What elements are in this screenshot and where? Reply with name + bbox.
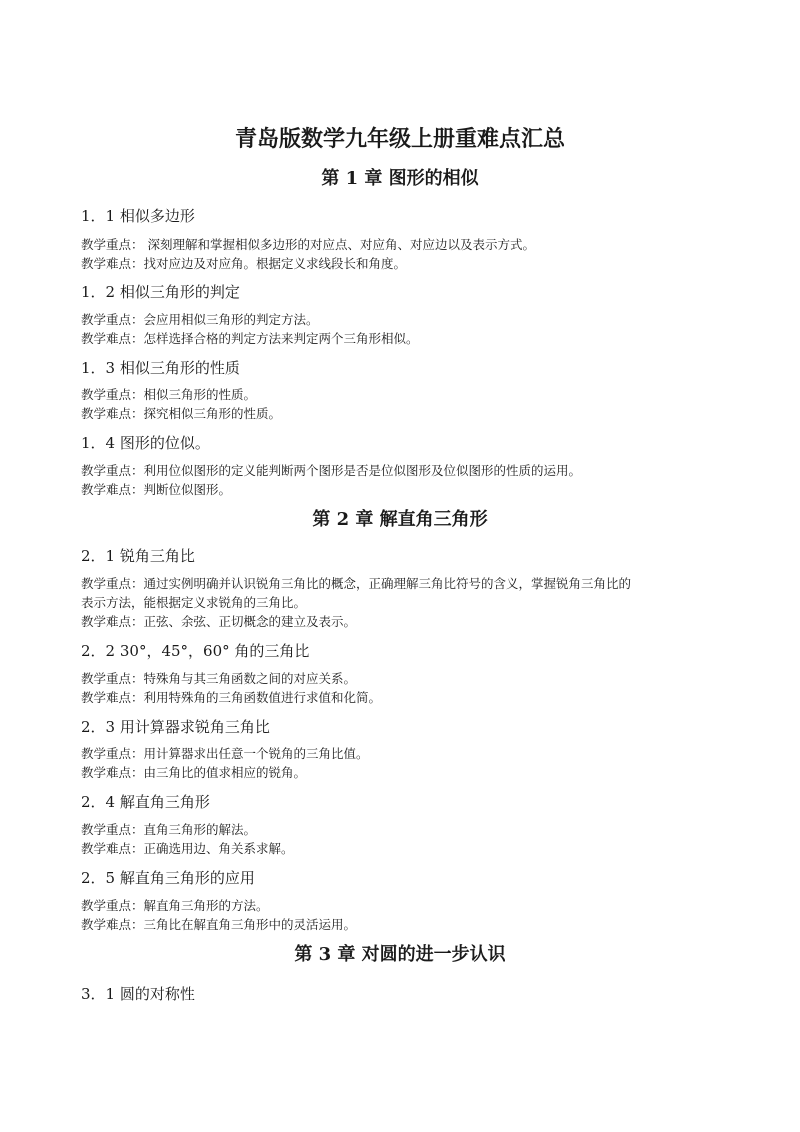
section-2-3-difficulty: 教学难点：由三角比的值求相应的锐角。 — [81, 765, 307, 780]
section-1-1-key-point: 教学重点： 深刻理解和掌握相似多边形的对应点、对应角、对应边以及表示方式。 — [81, 237, 535, 252]
section-3-1-heading: 3．1 圆的对称性 — [81, 985, 195, 1003]
chapter-2-heading: 第 2 章 解直角三角形 — [312, 509, 488, 530]
section-2-1-key-point: 教学重点：通过实例明确并认识锐角三角比的概念，正确理解三角比符号的含义，掌握锐角三角比的 — [81, 576, 632, 591]
section-2-2-key-point: 教学重点：特殊角与其三角函数之间的对应关系。 — [81, 671, 357, 686]
section-2-2-heading: 2．2 30°，45°，60° 角的三角比 — [81, 642, 310, 660]
section-2-4-heading: 2．4 解直角三角形 — [81, 793, 210, 811]
section-1-3-difficulty: 教学难点：探究相似三角形的性质。 — [81, 406, 282, 421]
section-2-5-key-point: 教学重点：解直角三角形的方法。 — [81, 898, 269, 913]
section-1-1-heading: 1．1 相似多边形 — [81, 207, 195, 225]
section-1-2-heading: 1．2 相似三角形的判定 — [81, 283, 240, 301]
section-2-1-key-point-cont: 表示方法，能根据定义求锐角的三角比。 — [81, 595, 307, 610]
chapter-3-heading: 第 3 章 对圆的进一步认识 — [294, 944, 506, 965]
section-2-2-difficulty: 教学难点：利用特殊角的三角函数值进行求值和化简。 — [81, 690, 382, 705]
section-1-3-key-point: 教学重点：相似三角形的性质。 — [81, 387, 257, 402]
section-1-2-difficulty: 教学难点：怎样选择合格的判定方法来判定两个三角形相似。 — [81, 331, 419, 346]
section-1-1-difficulty: 教学难点：找对应边及对应角。根据定义求线段长和角度。 — [81, 256, 407, 271]
document-title: 青岛版数学九年级上册重难点汇总 — [234, 126, 565, 152]
section-1-4-heading: 1．4 图形的位似。 — [81, 434, 210, 452]
section-1-2-key-point: 教学重点：会应用相似三角形的判定方法。 — [81, 312, 319, 327]
section-2-1-difficulty: 教学难点：正弦、余弦、正切概念的建立及表示。 — [81, 614, 357, 629]
chapter-1-heading: 第 1 章 图形的相似 — [321, 168, 479, 189]
section-2-5-difficulty: 教学难点：三角比在解直角三角形中的灵活运用。 — [81, 917, 357, 932]
section-2-3-key-point: 教学重点：用计算器求出任意一个锐角的三角比值。 — [81, 746, 369, 761]
section-2-1-heading: 2．1 锐角三角比 — [81, 547, 195, 565]
section-2-3-heading: 2．3 用计算器求锐角三角比 — [81, 718, 270, 736]
section-2-4-key-point: 教学重点：直角三角形的解法。 — [81, 822, 257, 837]
section-1-4-key-point: 教学重点：利用位似图形的定义能判断两个图形是否是位似图形及位似图形的性质的运用。 — [81, 463, 582, 478]
section-1-4-difficulty: 教学难点：判断位似图形。 — [81, 482, 232, 497]
section-2-4-difficulty: 教学难点：正确选用边、角关系求解。 — [81, 841, 294, 856]
section-1-3-heading: 1．3 相似三角形的性质 — [81, 359, 240, 377]
section-2-5-heading: 2．5 解直角三角形的应用 — [81, 869, 255, 887]
